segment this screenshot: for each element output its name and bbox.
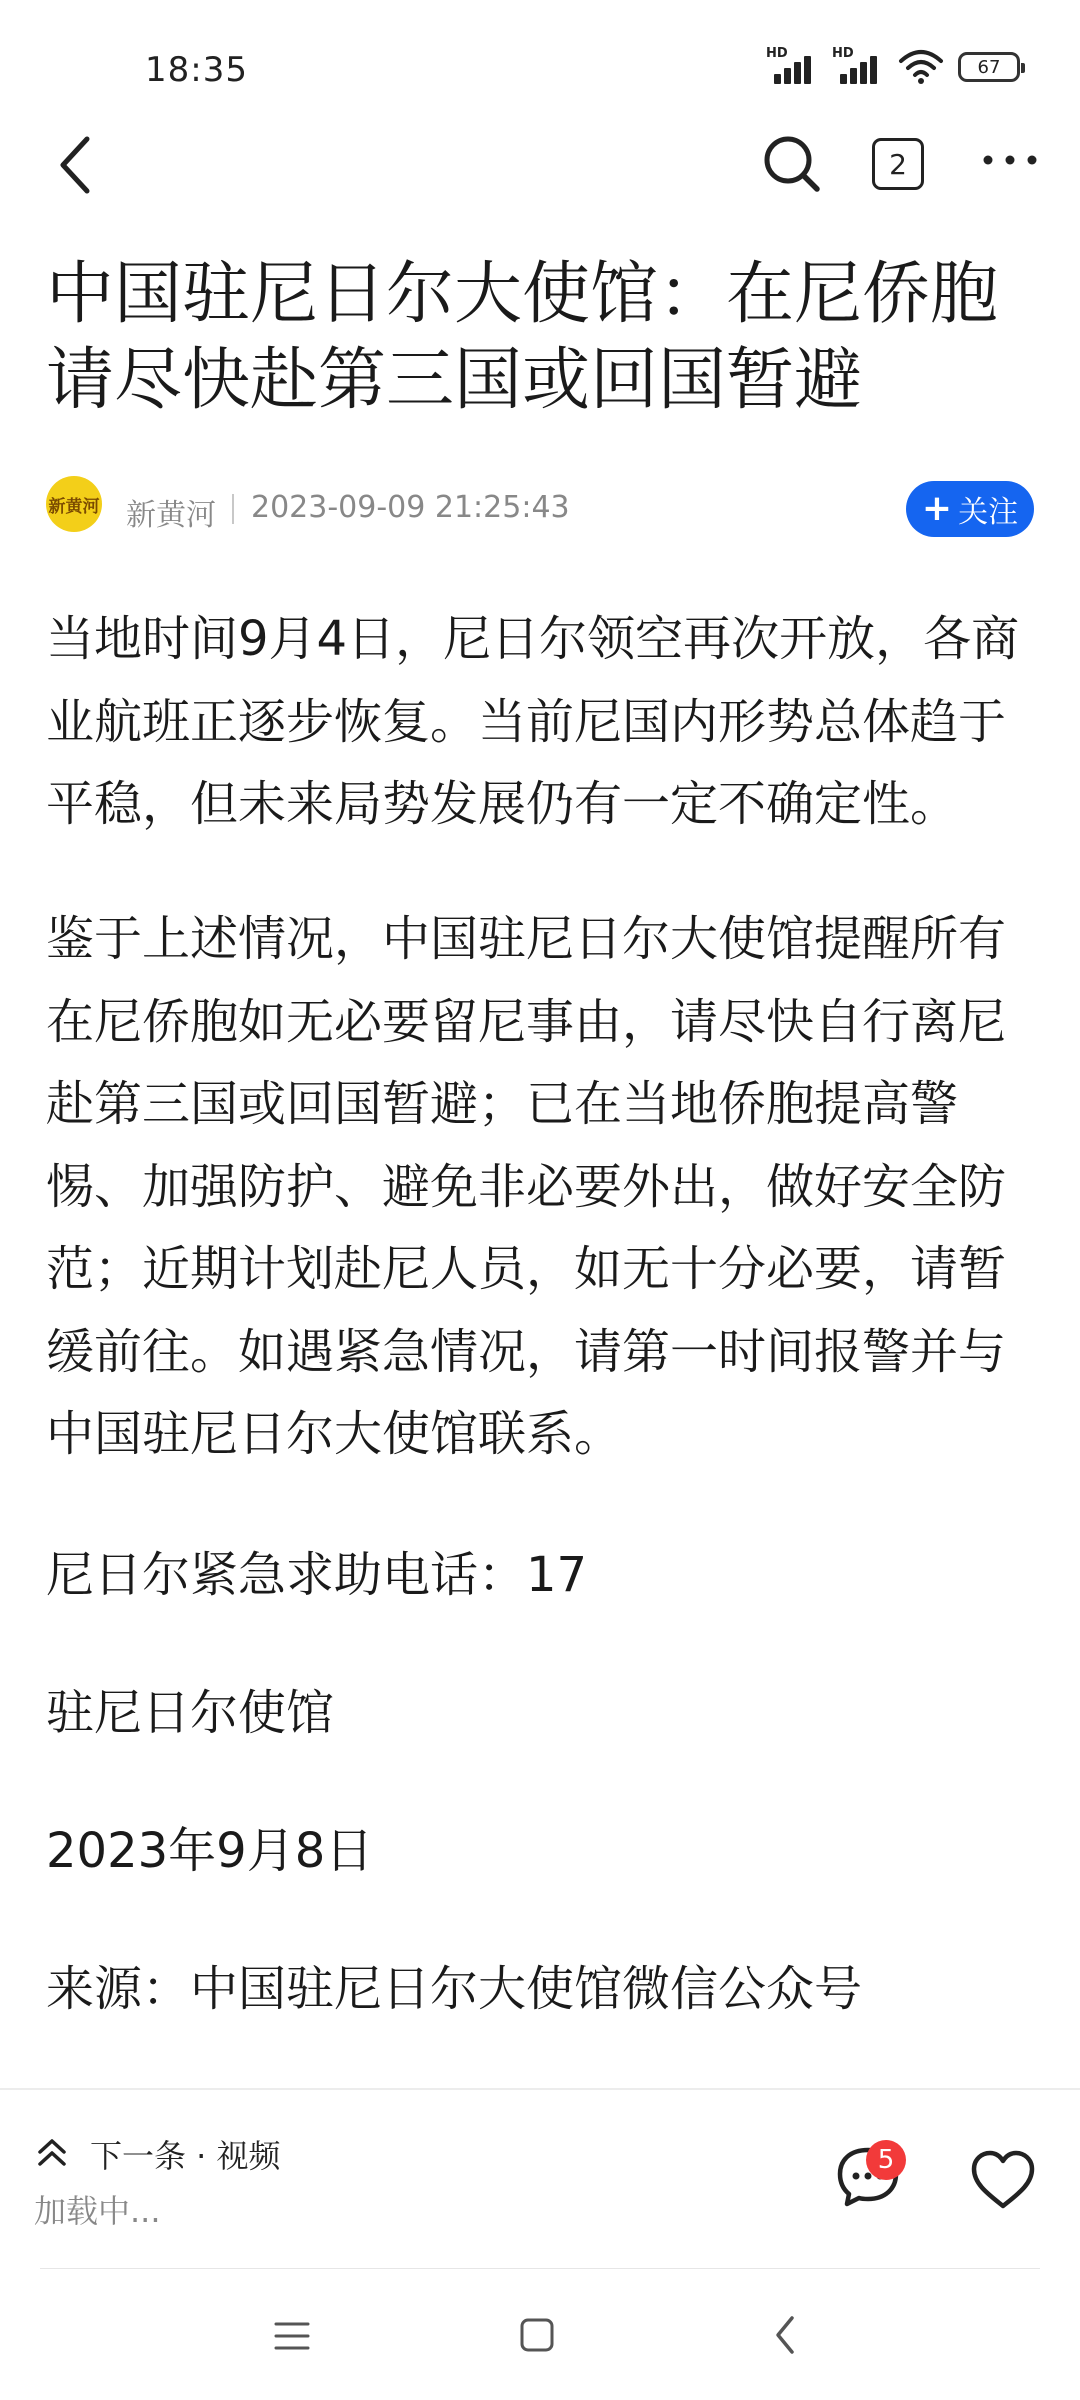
article-paragraph: 鉴于上述情况，中国驻尼日尔大使馆提醒所有在尼侨胞如无必要留尼事由，请尽快自行离尼赴第三国或回国暂避；已在当地侨胞提高警惕、加强防护、避免非必要外出，做好安全防范；近期计划赴尼人员，如无十分必要，请暂缓前往。如遇紧急情况，请第一时间报警并与中国驻尼日尔大使馆联系。 [46, 911, 1007, 1462]
signal-2-label: HD [832, 46, 854, 61]
author-avatar[interactable] [46, 476, 102, 532]
nav-back-icon[interactable] [770, 2312, 800, 2358]
article-paragraph: 当地时间9月4日，尼日尔领空再次开放，各商业航班正逐步恢复。当前尼国内形势总体趋于平稳，但未来局势发展仍有一定不确定性。 [46, 611, 1020, 832]
signal-1-label: HD [766, 46, 788, 61]
chevron-up-icon[interactable] [34, 2136, 70, 2172]
nav-divider [40, 2268, 1040, 2269]
more-button[interactable] [975, 140, 1045, 180]
status-time: 18:35 [145, 50, 248, 90]
article-title: 中国驻尼日尔大使馆：在尼侨胞请尽快赴第三国或回国暂避 [46, 255, 999, 420]
status-icons [766, 48, 1020, 86]
meta-divider [232, 494, 234, 524]
comment-count-badge: 5 [866, 2140, 906, 2180]
author-logo-text: 新黄河 [48, 496, 100, 517]
follow-button[interactable] [906, 481, 1034, 537]
more-icon [982, 154, 1038, 166]
loading-text: 加载中... [34, 2192, 161, 2230]
heart-icon[interactable] [968, 2148, 1038, 2212]
article-paragraph: 尼日尔紧急求助电话：17 [46, 1547, 588, 1603]
author-name[interactable]: 新黄河 [126, 498, 216, 533]
back-button[interactable] [40, 125, 110, 205]
next-item-label[interactable]: 下一条 · 视频 [90, 2137, 281, 2175]
tabs-button[interactable] [868, 134, 928, 194]
wifi-icon [898, 49, 944, 85]
signal-2-icon [832, 48, 884, 86]
menu-icon[interactable] [272, 2318, 312, 2354]
follow-label: 关注 [958, 495, 1019, 530]
search-icon [762, 134, 822, 194]
tabs-icon [872, 138, 924, 190]
signal-1-icon [766, 48, 818, 86]
search-button[interactable] [756, 128, 828, 200]
publish-time: 2023-09-09 21:25:43 [251, 490, 570, 525]
article-paragraph: 来源：中国驻尼日尔大使馆微信公众号 [46, 1961, 863, 2017]
home-icon[interactable] [518, 2316, 556, 2354]
back-icon [55, 133, 95, 197]
article-paragraph: 驻尼日尔使馆 [46, 1685, 335, 1741]
bottom-divider [0, 2088, 1080, 2090]
plus-icon: + [921, 488, 953, 529]
battery-indicator [958, 52, 1020, 82]
battery-level: 67 [977, 56, 1001, 78]
tab-count: 2 [889, 147, 907, 181]
article-paragraph: 2023年9月8日 [46, 1823, 374, 1879]
